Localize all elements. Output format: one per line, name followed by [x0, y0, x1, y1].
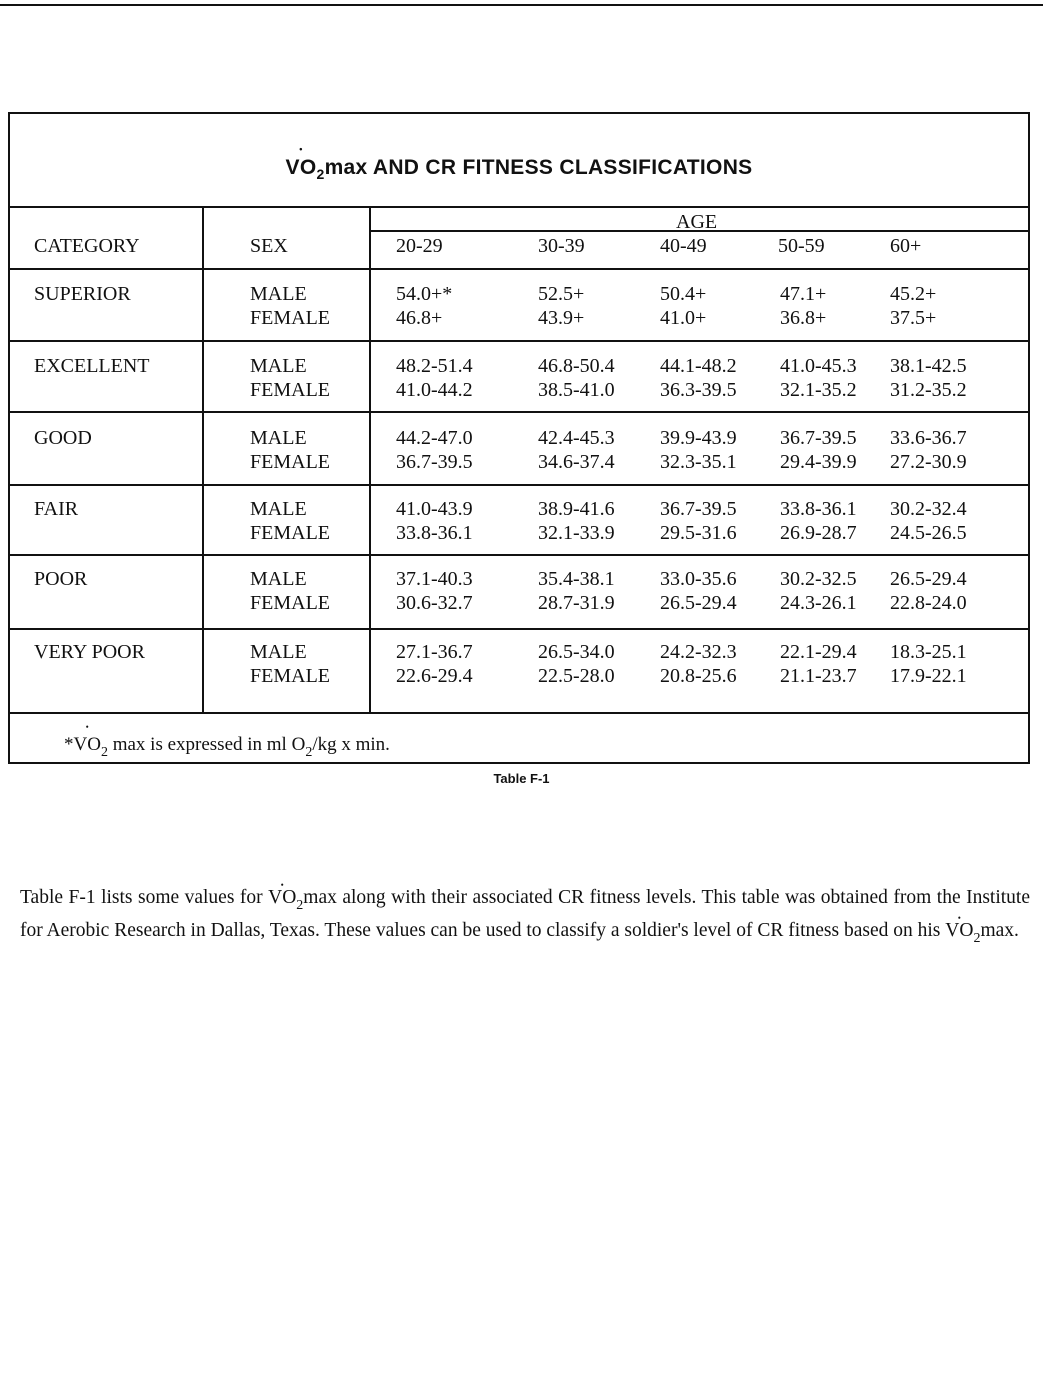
cell-male: 37.1-40.3: [396, 568, 473, 590]
cell-male: 26.5-29.4: [890, 568, 967, 590]
cell-male: 24.2-32.3: [660, 641, 737, 663]
header-divider: [10, 268, 1028, 270]
table-caption: Table F-1: [493, 771, 550, 786]
header-category: CATEGORY: [34, 235, 140, 257]
footnote-vo: • VO: [74, 734, 101, 756]
row-sex-male: MALE: [250, 498, 307, 520]
cell-female: 32.1-33.9: [538, 522, 615, 544]
cell-male: 45.2+: [890, 283, 937, 305]
row-sex-male: MALE: [250, 283, 307, 305]
cell-female: 24.5-26.5: [890, 522, 967, 544]
cell-female: 22.5-28.0: [538, 665, 615, 687]
row-category: FAIR: [34, 498, 79, 520]
row-sex-female: FEMALE: [250, 307, 330, 329]
title-subscript: 2: [316, 166, 325, 182]
cell-male: 26.5-34.0: [538, 641, 615, 663]
header-age-1: 30-39: [538, 235, 585, 257]
row-divider: [10, 484, 1028, 486]
table-title: [10, 156, 1028, 182]
cell-female: 29.5-31.6: [660, 522, 737, 544]
cell-male: 33.6-36.7: [890, 427, 967, 449]
cell-male: 48.2-51.4: [396, 355, 473, 377]
cell-female: 33.8-36.1: [396, 522, 473, 544]
col-divider-age: [369, 206, 371, 712]
cell-female: 26.5-29.4: [660, 592, 737, 614]
cell-female: 41.0+: [660, 307, 707, 329]
cell-female: 31.2-35.2: [890, 379, 967, 401]
paragraph-part3: max.: [980, 920, 1019, 941]
title-divider: [10, 206, 1028, 208]
cell-female: 32.3-35.1: [660, 451, 737, 473]
cell-male: 38.9-41.6: [538, 498, 615, 520]
cell-female: 32.1-35.2: [780, 379, 857, 401]
cell-female: 29.4-39.9: [780, 451, 857, 473]
footnote-sub1: 2: [100, 745, 108, 760]
cell-female: 41.0-44.2: [396, 379, 473, 401]
cell-male: 33.8-36.1: [780, 498, 857, 520]
cell-female: 17.9-22.1: [890, 665, 967, 687]
footnote-star: *: [64, 734, 74, 755]
row-sex-male: MALE: [250, 568, 307, 590]
cell-male: 27.1-36.7: [396, 641, 473, 663]
row-divider: [10, 340, 1028, 342]
footnote-divider: [10, 712, 1028, 714]
row-sex-female: FEMALE: [250, 379, 330, 401]
cell-female: 26.9-28.7: [780, 522, 857, 544]
cell-male: 44.2-47.0: [396, 427, 473, 449]
cell-male: 18.3-25.1: [890, 641, 967, 663]
cell-male: 39.9-43.9: [660, 427, 737, 449]
cell-female: 36.3-39.5: [660, 379, 737, 401]
table-footnote: [64, 734, 390, 761]
header-age-4: 60+: [890, 235, 922, 257]
cell-male: 41.0-45.3: [780, 355, 857, 377]
body-paragraph: [20, 885, 1030, 951]
cell-male: 33.0-35.6: [660, 568, 737, 590]
row-sex-male: MALE: [250, 427, 307, 449]
footnote-middle: max is expressed in ml O: [107, 734, 306, 755]
cell-male: 38.1-42.5: [890, 355, 967, 377]
header-age-3: 50-59: [778, 235, 825, 257]
cell-male: 42.4-45.3: [538, 427, 615, 449]
title-rest: max AND CR FITNESS CLASSIFICATIONS: [324, 156, 753, 179]
cell-male: 35.4-38.1: [538, 568, 615, 590]
cell-male: 36.7-39.5: [780, 427, 857, 449]
paragraph-part2: max along with their associated CR fitness levels. This table was obtained from the Institute for Aerobic Research in Dallas, Texas. These values can be used to classify a soldier's level of CR fitness based on his: [20, 887, 1030, 941]
row-category: EXCELLENT: [34, 355, 150, 377]
cell-female: 46.8+: [396, 307, 443, 329]
row-sex-female: FEMALE: [250, 522, 330, 544]
cell-male: 41.0-43.9: [396, 498, 473, 520]
cell-male: 36.7-39.5: [660, 498, 737, 520]
header-sex: SEX: [250, 235, 288, 257]
row-category: SUPERIOR: [34, 283, 131, 305]
row-divider: [10, 554, 1028, 556]
paragraph-part1: Table F-1 lists some values for: [20, 887, 269, 908]
cell-female: 22.8-24.0: [890, 592, 967, 614]
header-age-2: 40-49: [660, 235, 707, 257]
cell-female: 21.1-23.7: [780, 665, 857, 687]
cell-male: 47.1+: [780, 283, 827, 305]
cell-female: 28.7-31.9: [538, 592, 615, 614]
cell-female: 37.5+: [890, 307, 937, 329]
row-sex-female: FEMALE: [250, 451, 330, 473]
cell-male: 44.1-48.2: [660, 355, 737, 377]
paragraph-vo2: • VO: [945, 918, 973, 943]
title-v-dot: • VO: [286, 156, 317, 180]
cell-female: 38.5-41.0: [538, 379, 615, 401]
cell-male: 46.8-50.4: [538, 355, 615, 377]
paragraph-vo: • VO: [268, 885, 296, 910]
row-category: VERY POOR: [34, 641, 145, 663]
cell-female: 20.8-25.6: [660, 665, 737, 687]
top-rule: [0, 4, 1043, 6]
row-category: POOR: [34, 568, 88, 590]
cell-female: 36.8+: [780, 307, 827, 329]
cell-male: 30.2-32.4: [890, 498, 967, 520]
cell-female: 36.7-39.5: [396, 451, 473, 473]
footnote-suffix: /kg x min.: [312, 734, 390, 755]
cell-male: 50.4+: [660, 283, 707, 305]
row-category: GOOD: [34, 427, 92, 449]
cell-male: 30.2-32.5: [780, 568, 857, 590]
row-divider: [10, 628, 1028, 630]
row-divider: [10, 411, 1028, 413]
cell-female: 30.6-32.7: [396, 592, 473, 614]
cell-male: 54.0+*: [396, 283, 453, 305]
row-sex-male: MALE: [250, 641, 307, 663]
row-sex-female: FEMALE: [250, 592, 330, 614]
cell-female: 27.2-30.9: [890, 451, 967, 473]
fitness-table: [8, 112, 1030, 764]
paragraph-sub2: 2: [973, 931, 981, 946]
row-sex-female: FEMALE: [250, 665, 330, 687]
cell-female: 24.3-26.1: [780, 592, 857, 614]
header-age: AGE: [676, 211, 718, 233]
cell-male: 52.5+: [538, 283, 585, 305]
paragraph-sub: 2: [296, 898, 304, 913]
footnote-sub2: 2: [305, 745, 313, 760]
row-sex-male: MALE: [250, 355, 307, 377]
cell-female: 22.6-29.4: [396, 665, 473, 687]
header-age-0: 20-29: [396, 235, 443, 257]
cell-male: 22.1-29.4: [780, 641, 857, 663]
col-divider-sex: [202, 206, 204, 712]
cell-female: 43.9+: [538, 307, 585, 329]
cell-female: 34.6-37.4: [538, 451, 615, 473]
